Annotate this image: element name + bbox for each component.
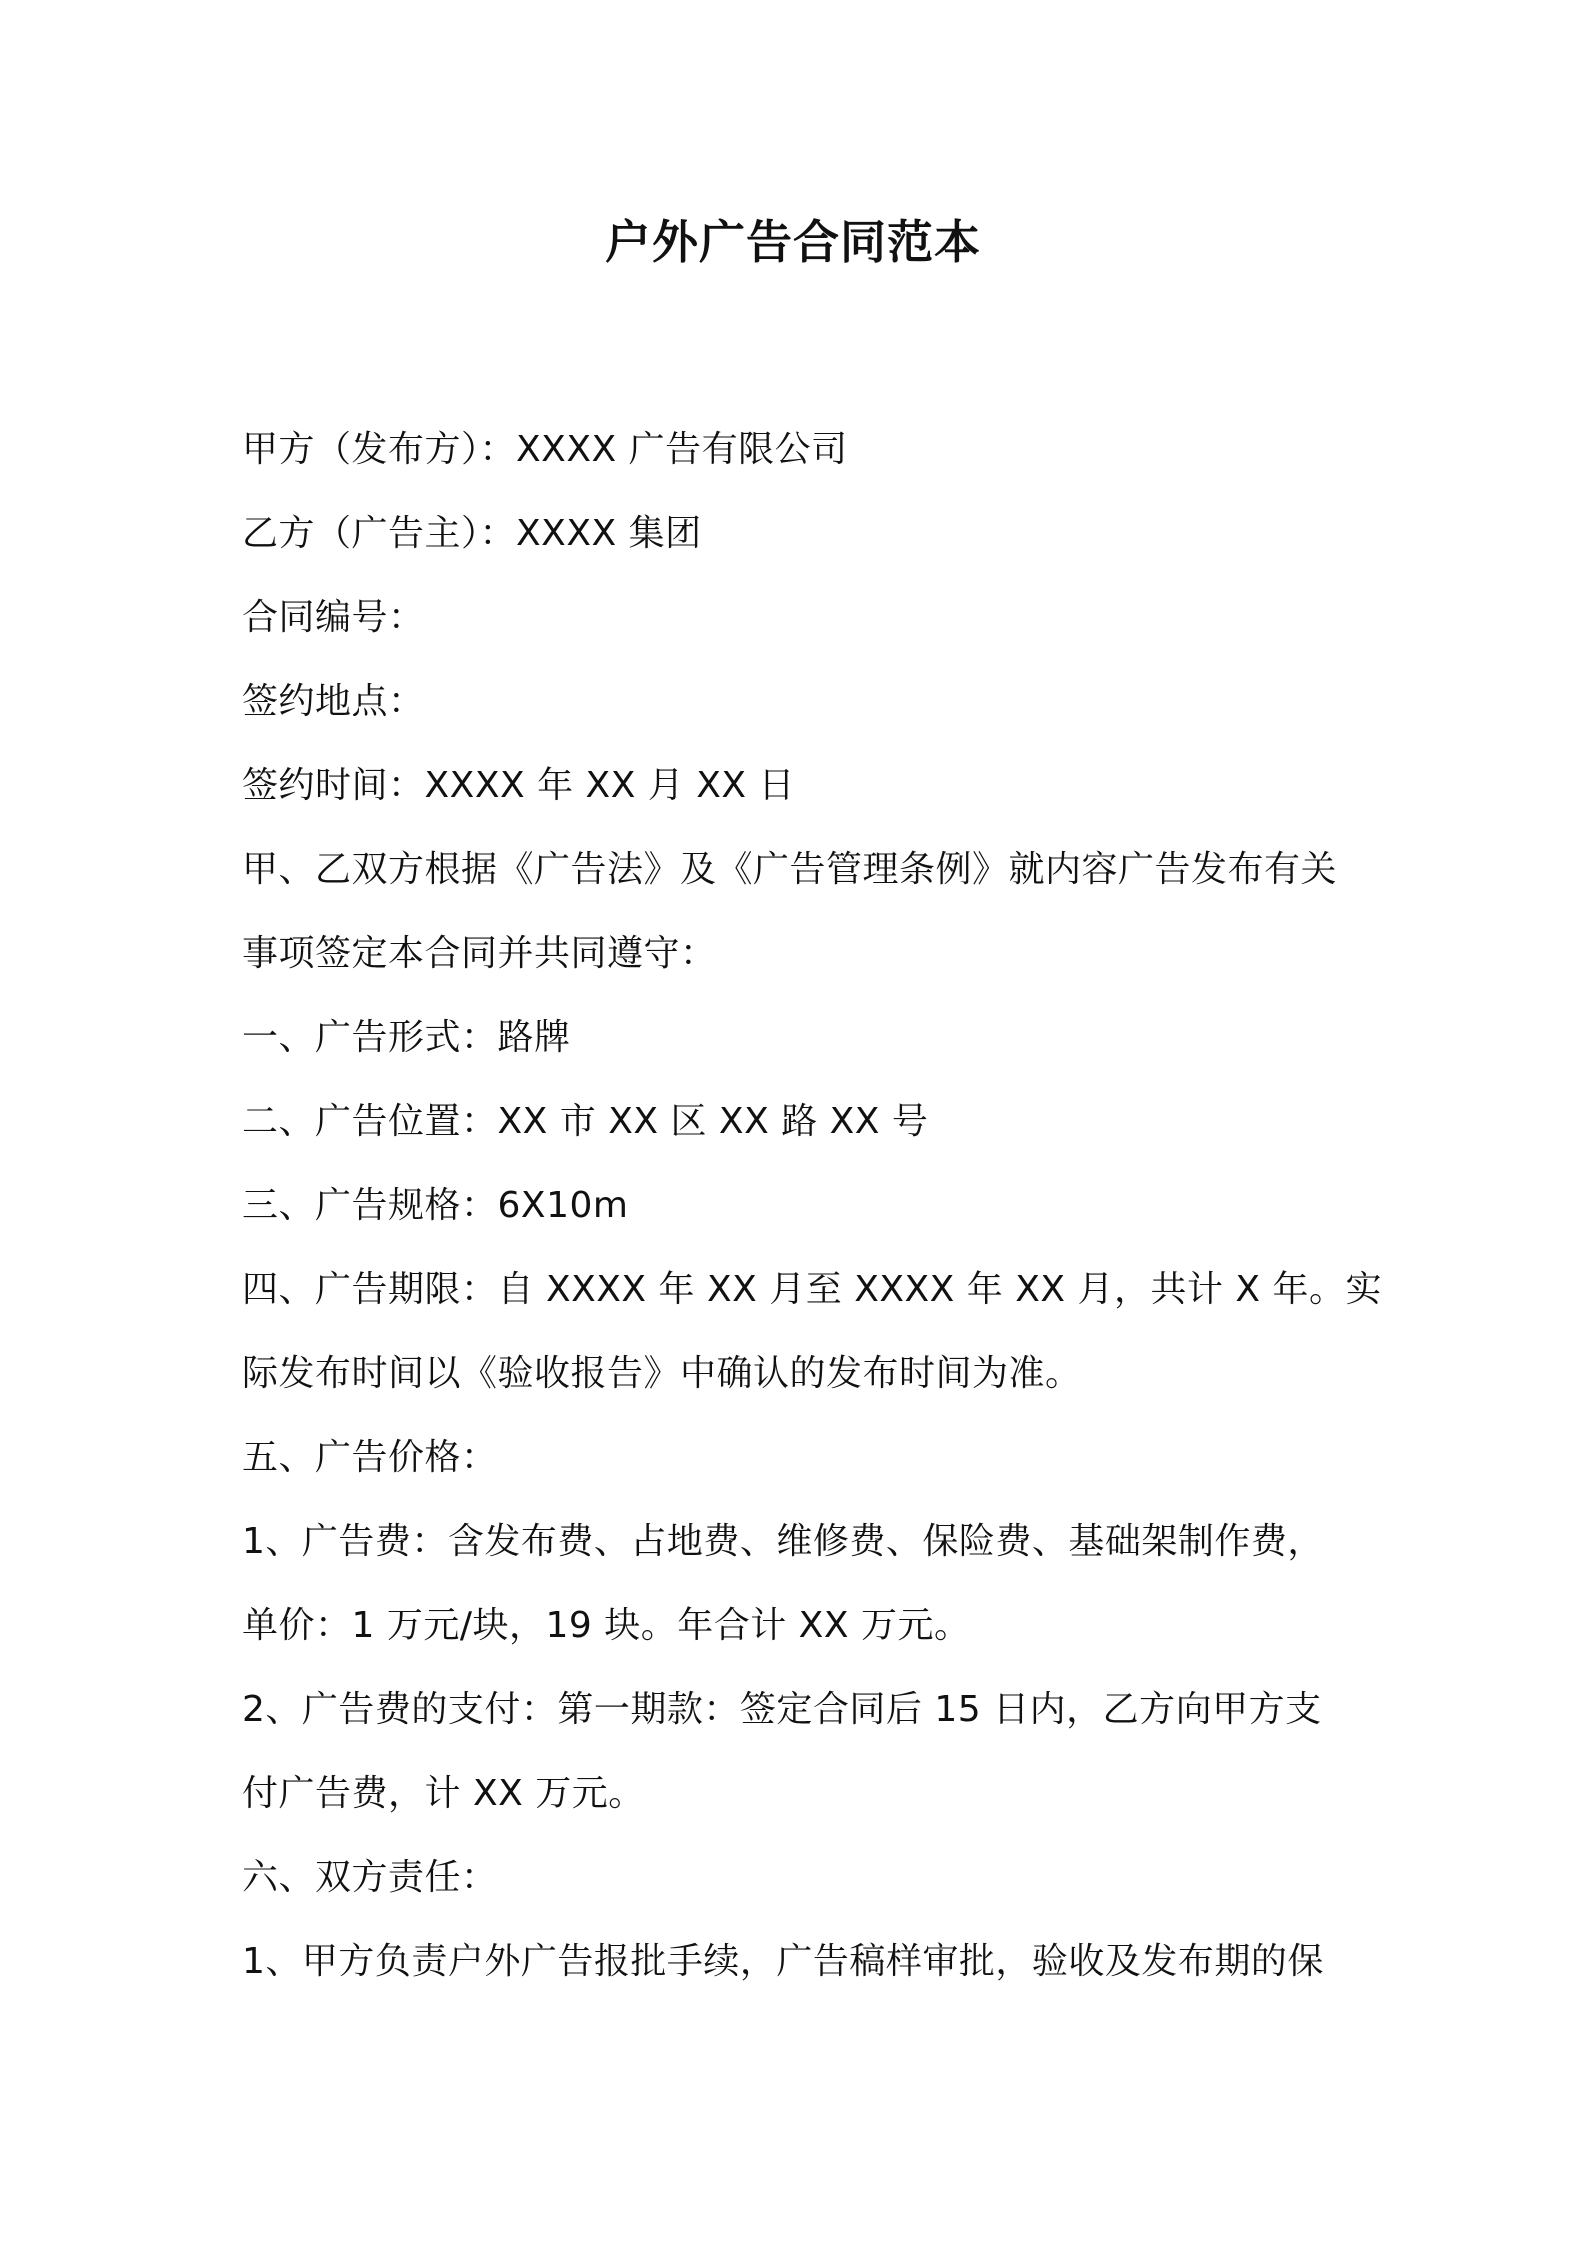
preamble-line-1: 甲、乙双方根据《广告法》及《广告管理条例》就内容广告发布有关 [242,849,1338,890]
signing-date-line: 签约时间：XXXX 年 XX 月 XX 日 [242,765,796,806]
responsibility-item-1-line-1: 1、甲方负责户外广告报批手续，广告稿样审批，验收及发布期的保 [242,1941,1324,1982]
document-title: 户外广告合同范本 [605,215,981,269]
price-item-2-line-2: 付广告费，计 XX 万元。 [242,1773,645,1814]
price-item-1-line-1: 1、广告费：含发布费、占地费、维修费、保险费、基础架制作费， [242,1521,1324,1562]
clause-ad-price-heading: 五、广告价格： [242,1437,498,1478]
signing-place-line: 签约地点： [242,681,425,722]
price-item-1-line-2: 单价：1 万元/块，19 块。年合计 XX 万元。 [242,1605,971,1646]
price-item-2-line-1: 2、广告费的支付：第一期款：签定合同后 15 日内，乙方向甲方支 [242,1689,1322,1730]
clause-ad-term-line-2: 际发布时间以《验收报告》中确认的发布时间为准。 [242,1353,1082,1394]
clause-responsibilities-heading: 六、双方责任： [242,1857,498,1898]
document-body [242,408,1383,2004]
contract-number-line: 合同编号： [242,597,425,638]
party-a-line: 甲方（发布方）：XXXX 广告有限公司 [242,429,848,470]
party-b-line: 乙方（广告主）：XXXX 集团 [242,513,702,554]
clause-ad-term-line-1: 四、广告期限：自 XXXX 年 XX 月至 XXXX 年 XX 月，共计 X 年。实 [242,1269,1383,1310]
clause-ad-location: 二、广告位置：XX 市 XX 区 XX 路 XX 号 [242,1101,929,1142]
preamble-line-2: 事项签定本合同并共同遵守： [242,933,717,974]
clause-ad-size: 三、广告规格：6X10m [242,1185,629,1226]
clause-ad-form: 一、广告形式：路牌 [242,1017,571,1058]
